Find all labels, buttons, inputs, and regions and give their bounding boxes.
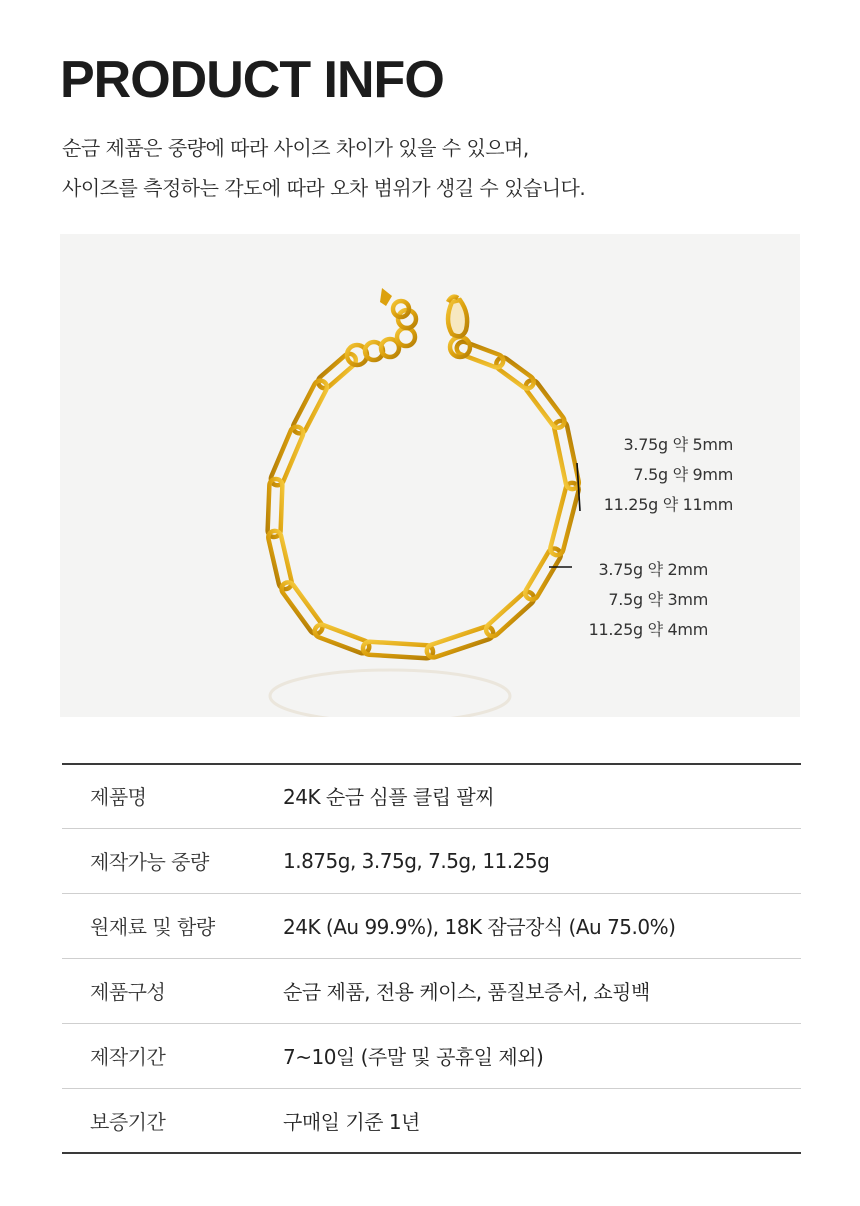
spec-value: 24K 순금 심플 클립 팔찌 — [283, 784, 495, 809]
measurement-label: 3.75g 약 5mm — [623, 435, 733, 454]
spec-label: 제품명 — [90, 784, 147, 809]
table-row — [62, 1023, 801, 1088]
chain-link — [549, 481, 580, 556]
chain-link — [267, 479, 282, 537]
spec-label: 제품구성 — [90, 980, 166, 1004]
measurement-label: 7.5g 약 9mm — [633, 465, 733, 484]
spec-value: 순금 제품, 전용 케이스, 품질보증서, 쇼핑백 — [283, 980, 650, 1004]
width-measurements — [604, 430, 733, 520]
clasp-tag — [380, 288, 392, 306]
spec-label: 제작가능 중량 — [90, 850, 209, 874]
measurement-label: 3.75g 약 2mm — [598, 560, 708, 579]
spec-value: 24K (Au 99.9%), 18K 잠금장식 (Au 75.0%) — [283, 915, 676, 939]
spec-label: 보증기간 — [90, 1109, 166, 1134]
spec-label: 원재료 및 함량 — [90, 915, 215, 939]
clasp — [347, 297, 470, 365]
chain-link — [315, 351, 358, 391]
notice-line: 순금 제품은 중량에 따라 사이즈 차이가 있을 수 있으며, — [62, 136, 529, 160]
chain-link — [494, 355, 537, 391]
chain-link — [553, 420, 580, 491]
spec-value: 1.875g, 3.75g, 7.5g, 11.25g — [283, 848, 550, 873]
table-row — [62, 828, 801, 893]
spec-value: 7~10일 (주말 및 공휴일 제외) — [283, 1045, 544, 1069]
spec-value: 구매일 기준 1년 — [283, 1109, 420, 1134]
product-spec-table — [62, 763, 801, 1154]
size-notice — [62, 128, 802, 208]
thickness-measurements — [589, 555, 708, 645]
page-title: PRODUCT INFO — [60, 51, 444, 109]
table-row — [62, 763, 801, 828]
spec-label: 제작기간 — [90, 1045, 166, 1069]
chain-link — [363, 641, 434, 658]
notice-line: 사이즈를 측정하는 각도에 따라 오차 범위가 생길 수 있습니다. — [62, 176, 586, 200]
table-row — [62, 1088, 801, 1153]
measurement-label: 7.5g 약 3mm — [608, 590, 708, 609]
measurement-label: 11.25g 약 4mm — [588, 620, 708, 639]
table-row — [62, 893, 801, 958]
chain-links — [267, 340, 580, 659]
reflection — [270, 670, 510, 717]
product-photo — [60, 234, 800, 717]
measurement-label: 11.25g 약 11mm — [603, 495, 733, 514]
table-row — [62, 958, 801, 1023]
